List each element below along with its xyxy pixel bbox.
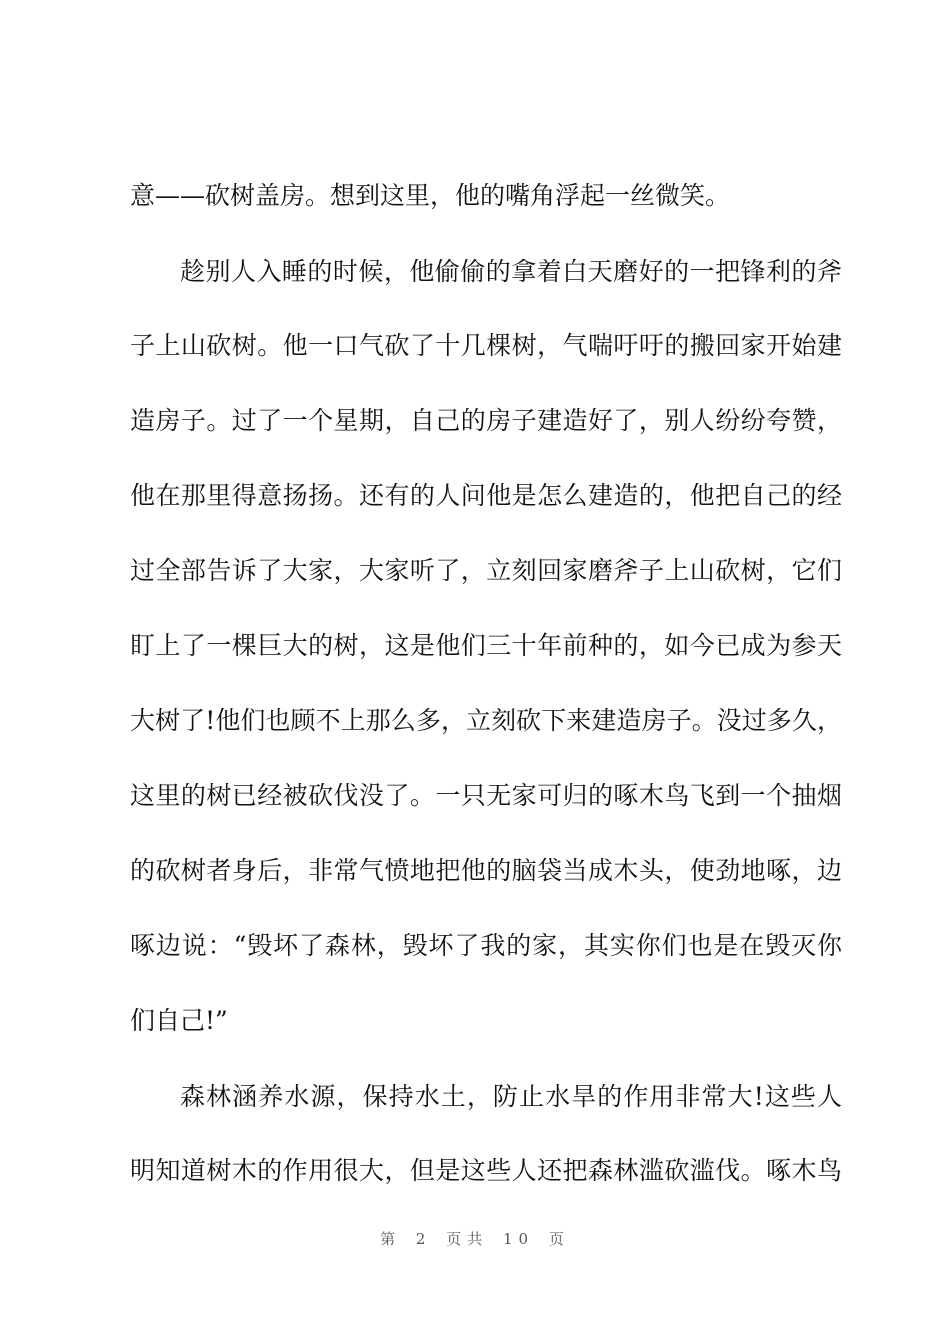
- paragraph-start-line: 森林涵养水源，保持水土，防止水旱的作用非常大!这些人: [180, 1082, 842, 1111]
- footer-total-pages: 10: [503, 1230, 535, 1248]
- text-line: 的砍树者身后，非常气愤地把他的脑袋当成木头，使劲地啄，边: [130, 856, 842, 885]
- paragraph-start-line: 趁别人入睡的时候，他偷偷的拿着白天磨好的一把锋利的斧: [180, 257, 842, 286]
- text-line: 们自己!”: [130, 1006, 228, 1035]
- footer-suffix: 页: [548, 1230, 570, 1248]
- footer-prefix: 第: [380, 1230, 402, 1248]
- text-line: 啄边说：“毁坏了森林，毁坏了我的家，其实你们也是在毁灭你: [130, 931, 842, 960]
- text-line: 他在那里得意扬扬。还有的人问他是怎么建造的，他把自己的经: [130, 481, 842, 510]
- text-line: 造房子。过了一个星期，自己的房子建造好了，别人纷纷夸赞，: [130, 406, 842, 435]
- text-line: 意——砍树盖房。想到这里，他的嘴角浮起一丝微笑。: [130, 181, 731, 210]
- footer-mid: 页共: [446, 1230, 489, 1248]
- text-line: 明知道树木的作用很大，但是这些人还把森林滥砍滥伐。啄木鸟: [130, 1156, 842, 1185]
- text-line: 大树了!他们也顾不上那么多，立刻砍下来建造房子。没过多久，: [130, 706, 842, 735]
- text-line: 子上山砍树。他一口气砍了十几棵树，气喘吁吁的搬回家开始建: [130, 331, 842, 360]
- footer-page-number: 2: [415, 1230, 432, 1248]
- page-footer: [0, 1228, 950, 1249]
- text-line: 这里的树已经被砍伐没了。一只无家可归的啄木鸟飞到一个抽烟: [130, 781, 842, 810]
- text-line: 盯上了一棵巨大的树，这是他们三十年前种的，如今已成为参天: [130, 631, 842, 660]
- text-line: 过全部告诉了大家，大家听了，立刻回家磨斧子上山砍树，它们: [130, 556, 842, 585]
